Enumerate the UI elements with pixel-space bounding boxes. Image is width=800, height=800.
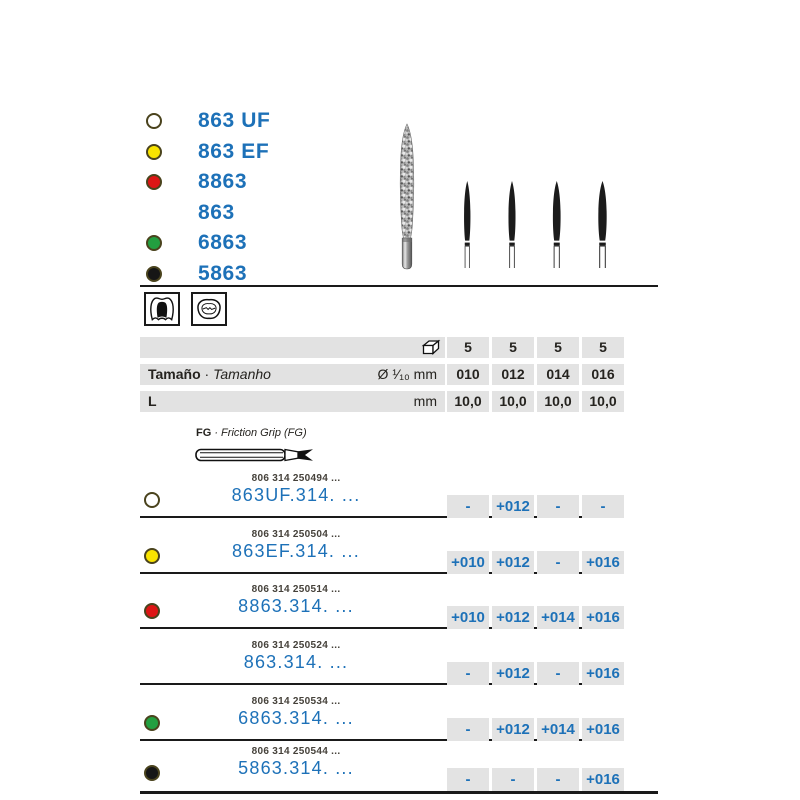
size-availability-cell: - [447, 662, 489, 685]
grip-type-label: FG · Friction Grip (FG) [196, 427, 307, 439]
product-row [140, 639, 658, 685]
flame-bur-silhouette-014 [548, 180, 566, 268]
length-value-cell: 10,0 [537, 391, 579, 412]
legend-code: 863 EF [198, 140, 270, 163]
size-availability-cell: +012 [492, 551, 534, 574]
size-value-cell: 012 [492, 364, 534, 385]
size-value-cell: 016 [582, 364, 624, 385]
color-ring-icon [146, 235, 162, 251]
color-ring-icon [146, 174, 162, 190]
size-label: Tamaño · Tamanho [148, 366, 271, 382]
product-row [140, 745, 658, 794]
length-unit: mm [413, 393, 437, 409]
product-code: 5863.314. ... [238, 758, 354, 778]
length-label: L [148, 393, 157, 409]
size-row-band [140, 364, 445, 385]
size-value-cell: 014 [537, 364, 579, 385]
legend-item [140, 167, 400, 197]
pack-qty-cell: 5 [447, 337, 489, 358]
size-availability-cell: +010 [447, 606, 489, 629]
size-availability-cell: +014 [537, 718, 579, 741]
order-number: 806 314 250504 ... [251, 528, 341, 540]
legend-item [140, 137, 400, 167]
product-code: 863EF.314. ... [232, 540, 360, 561]
flame-bur-silhouette-010 [460, 180, 475, 268]
size-availability-cell: - [582, 495, 624, 518]
length-row-band [140, 391, 445, 412]
table-end-divider [140, 791, 658, 794]
size-availability-cell: +016 [582, 718, 624, 741]
product-row [140, 472, 658, 518]
pack-qty-cell: 5 [492, 337, 534, 358]
product-code: 863.314. ... [243, 651, 349, 672]
size-availability-cell: +012 [492, 662, 534, 685]
length-value-cell: 10,0 [582, 391, 624, 412]
size-availability-cell: +012 [492, 495, 534, 518]
legend-code: 5863 [198, 262, 248, 285]
legend-code: 8863 [198, 170, 248, 193]
size-availability-cell: +014 [537, 606, 579, 629]
legend-code: 6863 [198, 231, 248, 254]
occlusal-surface-icon [193, 294, 225, 324]
size-availability-cell: - [447, 718, 489, 741]
fg-shank-illustration [194, 446, 316, 464]
flame-bur-silhouette-016 [593, 180, 612, 268]
order-number: 806 314 250494 ... [251, 472, 341, 484]
size-availability-cell: +016 [582, 606, 624, 629]
package-icon [420, 339, 442, 356]
product-row [140, 583, 658, 629]
size-availability-cell: +010 [447, 551, 489, 574]
length-value-cell: 10,0 [492, 391, 534, 412]
size-availability-cell: - [537, 551, 579, 574]
size-value-cell: 010 [447, 364, 489, 385]
size-availability-cell: +016 [582, 662, 624, 685]
order-number: 806 314 250534 ... [251, 695, 341, 707]
order-number: 806 314 250544 ... [251, 746, 341, 757]
product-row [140, 528, 658, 574]
size-availability-cell: - [447, 768, 489, 791]
size-availability-cell: - [537, 768, 579, 791]
color-ring-icon [146, 113, 162, 129]
order-number: 806 314 250524 ... [251, 639, 341, 651]
size-availability-cell: - [537, 495, 579, 518]
product-code: 863UF.314. ... [231, 484, 361, 505]
legend-code: 863 UF [198, 109, 271, 132]
color-ring-icon [146, 266, 162, 282]
size-availability-cell: +012 [492, 606, 534, 629]
size-availability-cell: +016 [582, 768, 624, 791]
pack-qty-cell: 5 [537, 337, 579, 358]
indication-occlusal [191, 292, 227, 326]
product-code: 6863.314. ... [238, 707, 354, 728]
pack-row-band [140, 337, 445, 358]
product-row [140, 695, 658, 741]
legend-item [140, 228, 400, 258]
legend-item [140, 198, 400, 228]
indication-crown [144, 292, 180, 326]
legend-code: 863 [198, 201, 235, 224]
size-availability-cell: - [492, 768, 534, 791]
color-ring-icon [146, 144, 162, 160]
section-divider [140, 285, 658, 287]
size-unit: Ø ¹⁄₁₀ mm [377, 366, 437, 382]
product-code: 8863.314. ... [238, 595, 354, 616]
size-availability-cell: +012 [492, 718, 534, 741]
size-availability-cell: - [537, 662, 579, 685]
size-availability-cell: - [447, 495, 489, 518]
tooth-crown-icon [146, 294, 178, 324]
pack-qty-cell: 5 [582, 337, 624, 358]
length-value-cell: 10,0 [447, 391, 489, 412]
legend-item [140, 106, 400, 136]
order-number: 806 314 250514 ... [251, 583, 341, 595]
diamond-flame-bur-photo [392, 122, 422, 270]
size-availability-cell: +016 [582, 551, 624, 574]
flame-bur-silhouette-012 [504, 180, 520, 268]
